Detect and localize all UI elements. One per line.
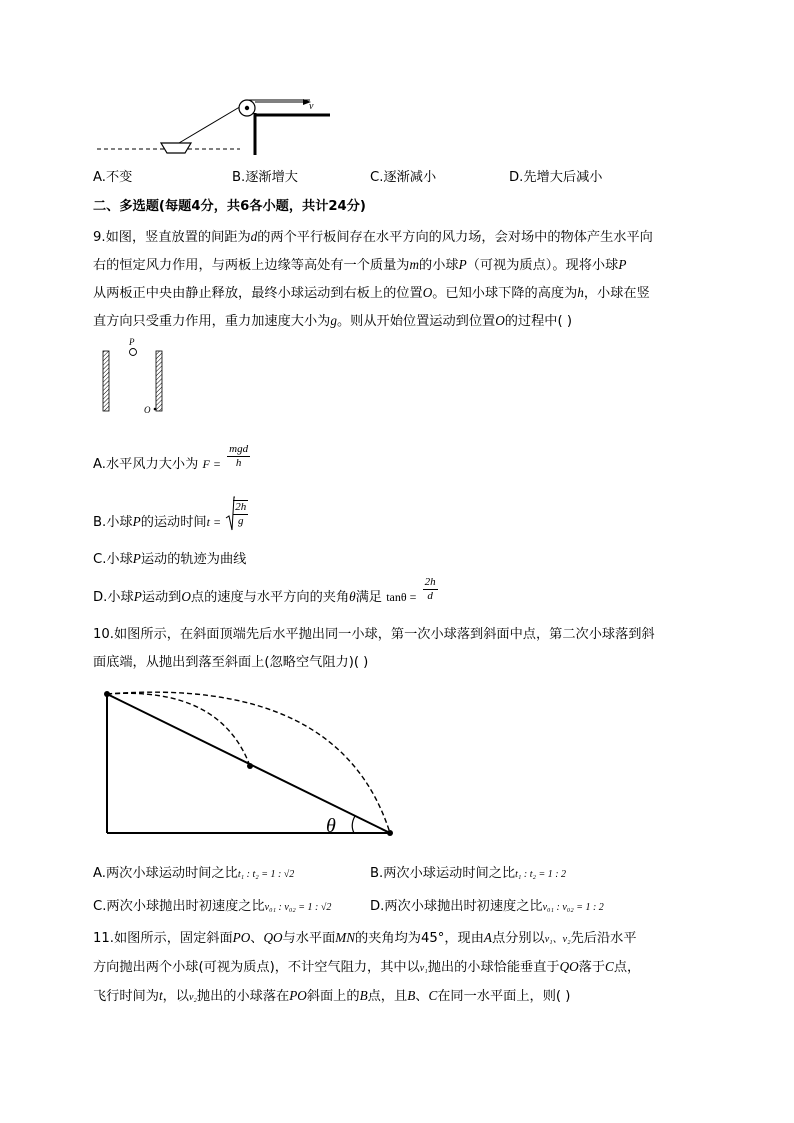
q10-option-c[interactable]: C.两次小球抛出时初速度之比v₀₁ : v₀₂ = 1 : √2 (93, 899, 332, 914)
label-o: O (144, 405, 151, 414)
q11-stem-line1: 11.如图所示，固定斜面PO、QO与水平面MN的夹角均为45°，现由A点分别以v₁、v₂先后沿水平 (93, 930, 637, 946)
ball-p (130, 349, 137, 356)
q9-option-b[interactable]: B.小球P的运动时间t = $\frac{2h}{g}$ (93, 512, 250, 532)
launch-point (104, 691, 110, 697)
angle-arc (352, 816, 355, 833)
q9-option-d[interactable]: D.小球P运动到O点的速度与水平方向的夹角θ满足 tanθ = $\frac{2h}{d}$ (93, 575, 436, 605)
q9-figure (98, 336, 168, 414)
q10-option-d[interactable]: D.两次小球抛出时初速度之比v₀₁ : v₀₂ = 1 : 2 (370, 899, 604, 914)
boat-icon (161, 143, 191, 153)
landing-mid (247, 763, 253, 769)
q8-option-b[interactable]: B.逐渐增大 (232, 170, 298, 185)
q11-stem-line3: 飞行时间为t，以v₂抛出的小球落在PO斜面上的B点，且B、C在同一水平面上，则( ) (93, 988, 571, 1004)
velocity-label: v (309, 101, 314, 112)
q10-stem-line1: 10.如图所示，在斜面顶端先后水平抛出同一小球，第一次小球落到斜面中点，第二次小球落到斜 (93, 627, 655, 642)
rope-line (179, 105, 243, 143)
q10-figure (100, 686, 400, 840)
angle-label: θ (326, 815, 336, 837)
label-p: P (129, 337, 135, 347)
q9-stem-line3: 从两板正中央由静止释放，最终小球运动到右板上的位置O。已知小球下降的高度为h，小球在竖 (93, 285, 650, 301)
q9-option-a[interactable]: A.水平风力大小为 F = $\frac{\text{mgd}}{h}$ (93, 442, 249, 472)
q8-option-d[interactable]: D.先增大后减小 (509, 170, 603, 185)
q9-stem-line2: 右的恒定风力作用，与两板上边缘等高处有一个质量为m的小球P（可视为质点）。现将小球P (93, 257, 627, 273)
q8-figure (95, 95, 335, 160)
q10-stem-line2: 面底端，从抛出到落至斜面上(忽略空气阻力)( ) (93, 655, 369, 670)
q8-option-a[interactable]: A.不变 (93, 170, 133, 185)
q10-option-a[interactable]: A.两次小球运动时间之比t₁ : t₂ = 1 : √2 (93, 866, 295, 881)
section-heading: 二、多选题(每题4分，共6各小题，共计24分) (93, 199, 366, 214)
q9-stem-line4: 直方向只受重力作用，重力加速度大小为g。则从开始位置运动到位置O的过程中( ) (93, 313, 572, 329)
q9-stem-line1: 9.如图，竖直放置的间距为d的两个平行板间存在水平方向的风力场，会对场中的物体产生水平向 (93, 229, 653, 245)
q9-option-c[interactable]: C.小球P运动的轨迹为曲线 (93, 551, 247, 567)
q10-option-b[interactable]: B.两次小球运动时间之比t₁ : t₂ = 1 : 2 (370, 866, 567, 881)
right-plate (156, 351, 162, 411)
q11-stem-line2: 方向抛出两个小球(可视为质点)，不计空气阻力，其中以v₁抛出的小球恰能垂直于QO落于C点， (93, 959, 641, 975)
left-plate (103, 351, 109, 411)
landing-bottom (387, 830, 393, 836)
q8-option-c[interactable]: C.逐渐减小 (370, 170, 437, 185)
